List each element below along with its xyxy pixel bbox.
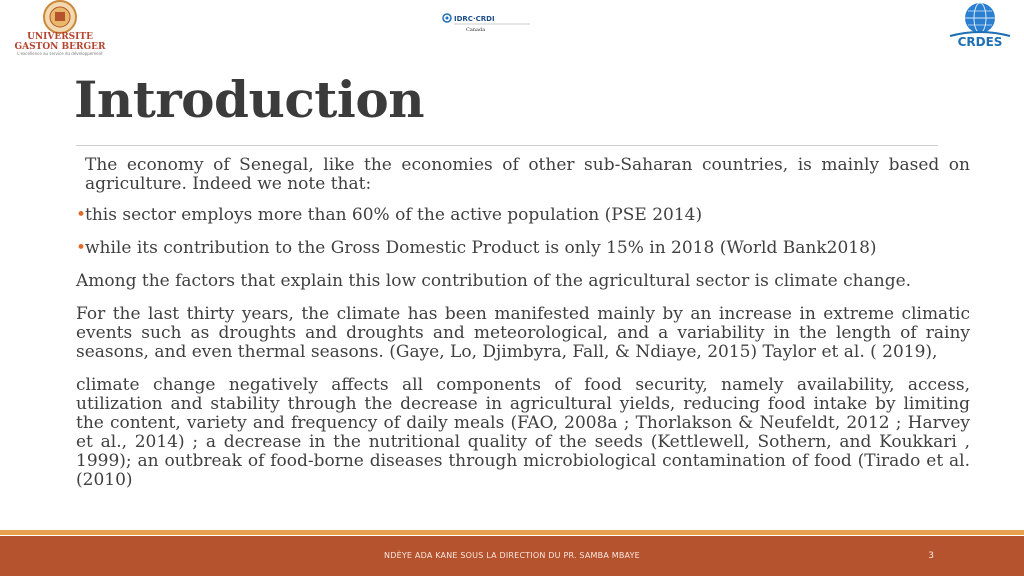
footer-author: NDÈYE ADA KANE SOUS LA DIRECTION DU PR. SAMBA MBAYE [384,551,640,560]
logo-left-tagline: L'excellence au service du développement [17,51,103,56]
bullet-text: this sector employs more than 60% of the active population (PSE 2014) [85,205,703,225]
bullet-icon: • [76,238,87,258]
slide-body [76,156,970,504]
paragraph-climate: For the last thirty years, the climate has been manifested mainly by an increase in extreme climatic events such as droughts and droughts and meteorological, and a variability in the length of rainy seasons, and even thermal seasons. (Gaye, Lo, Djimbyra, Fall, & Ndiaye, 2015) Taylor et al. ( 2019), [76,304,970,362]
title-divider [76,145,938,146]
logo-left-line1: UNIVERSITE [27,32,93,42]
logo-mid-sub: Canada [466,27,486,33]
bullet-item [76,239,970,258]
logo-mid-name: IDRC·CRDI [454,15,495,23]
logo-right-name: CRDES [957,35,1003,48]
bullet-item [76,206,970,225]
idrc-crdi-logo [440,10,532,34]
universite-gaston-berger-logo [0,0,120,56]
page-number: 3 [928,551,934,561]
slide-footer [0,536,1024,576]
paragraph-food-security: climate change negatively affects all components of food security, namely availability, access, utilization and stability through the decrease in agricultural yields, reducing food intake by limiting the content, variety and frequency of daily meals (FAO, 2008a ; Thorlakson & Neufeldt, 2012 ; Harvey et al., 2014) ; a decrease in the nutritional quality of the seeds (Kettlewell, Sothern, and Koukkari , 1999); an outbreak of food-borne diseases through microbiological contamination of food (Tirado et al. (2010) [76,375,970,490]
footer-accent-line [0,530,1024,535]
bullet-text: while its contribution to the Gross Domestic Product is only 15% in 2018 (World Bank2018) [85,238,877,258]
slide-title: Introduction [74,70,425,129]
bullet-icon: • [76,205,87,225]
crdes-logo [944,2,1016,48]
intro-paragraph: The economy of Senegal, like the economies of other sub-Saharan countries, is mainly based on agriculture. Indeed we note that: [85,155,970,194]
logo-left-line2: GASTON BERGER [14,42,106,52]
paragraph-factors: Among the factors that explain this low contribution of the agricultural sector is climate change. [76,271,912,291]
